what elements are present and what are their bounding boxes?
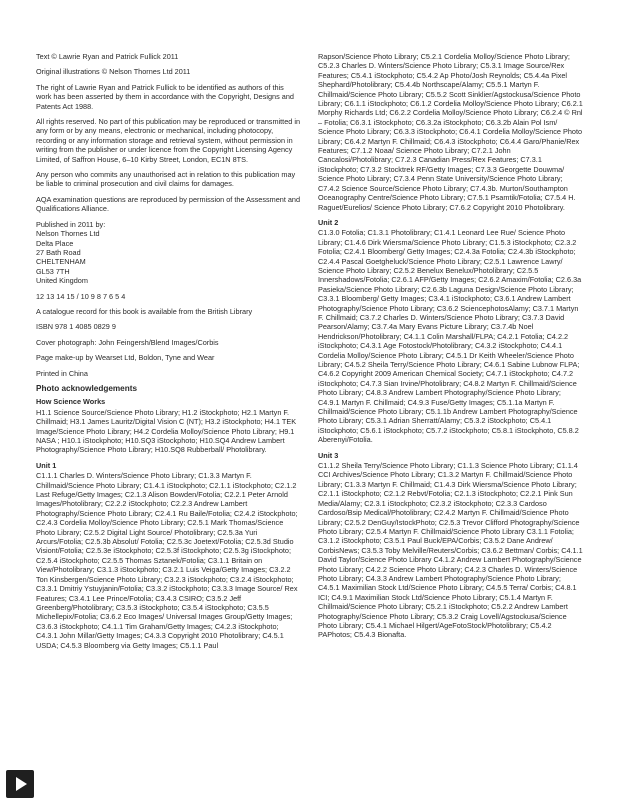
right-column xyxy=(318,52,583,764)
printed-in: Printed in China xyxy=(36,368,88,378)
catalogue-text: A catalogue record for this book is available from the British Library xyxy=(36,306,253,316)
play-button[interactable] xyxy=(6,770,34,798)
moral-rights-text: The right of Lawrie Ryan and Patrick Fullick to be identified as authors of this work has been asserted by them in accordance with the Copyright, Designs and Patents Act 1988. xyxy=(36,82,294,111)
unauthorised-text: Any person who commits any unauthorised act in relation to this publication may be liable to criminal prosecution and civil claims for damages. xyxy=(36,170,296,189)
makeup-credit: Page make-up by Wearset Ltd, Boldon, Tyne and Wear xyxy=(36,353,215,363)
unit3-heading: Unit 3 xyxy=(318,450,339,460)
unit2-credits: C1.3.0 Fotolia; C1.3.1 Photolibrary; C1.4.1 Leonard Lee Rue/ Science Photo Library; C1.4.6 Dirk Wiersma/Science Photo Library; C1.5.3 iStockphoto; C2.3.2 Fotolia; C2.4.1 Bloomberg/ Getty Images; C2.4.3a Fotolia; C2.4.3b iStockphoto; C2.4.4 Pascal Goetgheluck/Science Photo Library; C2.5.1 Lawrence Lawry/ Science Photo Library; C2.5.2 Benelux Benelux/Photolibrary; C2.5.5 Innershadows/Fotolia; C2.6.1 AFP/Getty Images; C2.6.2 Amaxim/Fotolia; C2.6.3a Pasieka/Science Photo Library; C2.6.3b Laguna Design/Science Photo Library; C3.3.1 Bloomberg/ Getty Images; C3.4.1 iStockphoto; C3.6.1 Andrew Lambert Photography/Science Photo Library; C3.6.2 SciencephotosAlamy; C3.7.1 Martyn F. Chillmaid; C3.7.2 Charles D. Winters/Science Photo Library; C3.7.3 David Pearson/Alamy; C3.7.4a Mary Evans Picture Library; C3.7.4b Noel Hendrickson/Photolibrary; C4.1.1 Colin Marshall/FLPA; C4.2.1 Fotolia; C4.2.2 iStockphoto; C4.3.1 Age Fotostock/Photolibrary; C4.3.2 iStockphoto; C4.4.1 Cordelia Molloy/Science Photo Library; C4.5.1 Dr Keith Wheeler/Science Photo Library; C4.5.2 Sheila Terry/Science Photo Library; C4.6.1 Sabine Lubnow FLPA; C4.6.2 Copyright 2009 American Chemical Society; C4.7.1 iStockphoto; C4.7.2 iStockphoto; C4.7.3 Sian Irvine/Photolibrary; C4.8.2 Martyn F. Chillmaid/Science Photo Library; C4.8.3 Andrew Lambert Photography/Science Photo Library; C4.9.1 Martyn F. Chillmaid; C4.9.3 Fuse/Getty Images; C5.1.1a Martyn F. Chillmaid/Science Photo Library; C5.1.1b Andrew Lambert Photography/Science Photo Library; C5.3.1 Adrian Sherratt/Alamy; C5.3.2 iStockphoto; C5.4.1 iStockphoto; C5.6.1 iStockphoto; C5.7.2 iStockphoto; C5.8.1 iStockphoto, C5.8.2 Aberenyi/Fotolia. xyxy=(318,228,582,445)
left-column xyxy=(36,52,301,764)
unit1-heading: Unit 1 xyxy=(36,460,57,470)
unit1-credits-continued: Rapson/Science Photo Library; C5.2.1 Cordelia Molloy/Science Photo Library; C5.2.3 Charles D. Winters/Science Photo Library; C5.3.1 Image Source/Rex Features; C5.4.1 iStockphoto; C5.4.2 Ap Photo/Josh Reynolds; C5.4.4a Pixel Shephard/Photolibrary; C5.4.4b Northscape/Alamy; C5.5.1 Martyn F. Chillmaid/Science Photo Library; C5.5.2 Scott Sinklier/Agstockusa/Science Photo Library; C6.1.1 iStockphoto; C6.1.2 Cordelia Molloy/Science Photo Library; C6.2.1 Morphy Richards Ltd; C6.2.2 Cordelia Molloy/Science Photo Library; C6.2.4 © Rnl – Fotolia; C6.3.1 iStockphoto; C6.3.2a iStockphoto; C6.3.2b Alain Pol Ism/ Science Photo Library; C6.3.3 iStockphoto; C6.4.1 Cordelia Molloy/Science Photo Library; C6.4.2 Martyn F. Chillmaid; C6.4.3 iStockphoto; C6.4.4 Garo/Phanie/Rex Features; C7.1.2 Noaa/ Science Photo Library; C7.2.1 John Cancalosi/Photolibrary; C7.2.3 Canadian Press/Rex Features; C7.3.1 iStockphoto; C7.3.2 Stocktrek RF/Getty Images; C7.3.3 Georgette Douwma/ Science Photo Library; C7.3.4 Penn State University/Science Photo Library; C7.4.2 Science Source/Science Photo Library; C7.4.3b. Murton/Southampton Oceanography Centre/Science Photo Library; C7.5.1 Psamtik/Fotolia; C7.5.4 H. Raguet/Eurelios/ Science Photo Library; C7.6.2 Copyright 2010 Photolibrary. xyxy=(318,52,583,212)
cover-credit: Cover photograph: John Feingersh/Blend Images/Corbis xyxy=(36,337,219,347)
rights-reserved-text: All rights reserved. No part of this publication may be reproduced or transmitted in any form or by any means, electronic or mechanical, including photocopy, recording or any information storage and retrieval system, without permission in writing from the publisher or under licence from the Copyright Licensing Agency Limited, of Saffron House, 6–10 Kirby Street, London, EC1N 8TS. xyxy=(36,117,301,164)
unit2-heading: Unit 2 xyxy=(318,217,339,227)
aqa-text: AQA examination questions are reproduced by permission of the Assessment and Qualifications Alliance. xyxy=(36,194,301,214)
hsw-credits: H1.1 Science Source/Science Photo Library; H1.2 iStockphoto; H2.1 Martyn F. Chillmaid; H3.1 James Lauritz/Digital Vision C (NT); H3.2 iStockphoto; H4.1 TEK Image/Science Photo Library; H4.2 Cordelia Molloy/Science Photo Library; H9.1 NASA ; H10.1 iStockphoto; H10.SQ3 iStockphoto; H10.SQ4 Andrew Lambert Photography/Science Photo Library; H10.SQ8 Rubberball/ Photolibrary. xyxy=(36,407,297,455)
play-icon xyxy=(16,777,27,791)
unit1-credits: C1.1.1 Charles D. Winters/Science Photo Library; C1.3.3 Martyn F. Chillmaid/Science Photo Library; C1.4.1 iStockphoto; C2.1.1 iStockphoto; C2.1.2 Last Refuge/Getty Images; C2.1.3 Alison Bowden/Fotolia; C2.2.1 Peter Arnold Images/Photolibrary; C2.2.2 iStockphoto; C2.2.3 Andrew Lambert Photography/Science Photo Library; C2.4.1 Ru Baile/Fotolia; C2.4.2 iStockphoto; C2.4.3 Cordelia Molloy/Science Photo Library; C2.5.1 Mark Thomas/Science Photo Library; C2.5.2 Digital Light Source/ Photolibrary; C2.5.3a Yuri Arcurs/Fotolia; C2.5.3b Absolut/ Fotolia; C2.5.3c Joetext/Fotolia; C2.5.3d Studio Visiont/Fotolia; C2.5.3e iStockphoto; C2.5.3f iStockphoto; C2.5.3g iStockphoto; C2.5.4 iStockphoto; C2.5.5 Thomas Sztanek/Fotolia; C3.1.1 Britain on View/Photolibrary; C3.1.3 iStockphoto; C3.2.1 Luis Veiga/Getty Images; C3.2.2 Ton Kinsbergen/Science Photo Library; C3.2.3 iStockphoto; C3.2.4 iStockphoto; C3.3.1 Dmitriy Ystuyjanin/Fotolia; C3.3.2 iStockphoto; C3.3.3 Image Source/ Rex Features; C3.4.1 Lee Prince/Fotolia; C3.4.3 CSIRO; C3.5.2 Jeff Greenberg/Photolibrary; C3.5.3 iStockphoto; C3.5.4 iStockphoto; C3.5.5 Michellepix/Fotolia; C3.6.2 Eco Images/ Universal Images Group/Getty Images; C3.6.3 iStockphoto; C4.1.1 Tim Graham/Getty Images; C4.2.3 iStockphoto; C4.3.1 John Millar/Getty Images; C4.3.3 Copyright 2010 Photolibrary; C4.5.1 USDA; C4.5.3 Bloomberg via Getty Images; C5.1.1 Paul xyxy=(36,471,298,650)
isbn-text: ISBN 978 1 4085 0829 9 xyxy=(36,322,116,332)
unit3-credits: C1.1.2 Sheila Terry/Science Photo Library; C1.1.3 Science Photo Library; C1.1.4 CCI Archives/Science Photo Library; C1.3.2 Martyn F. Chillmaid/Science Photo Library; C1.3.3 Martyn F. Chillmaid; C1.4.3 Dirk Wiersma/Science Photo Library; C2.1.1 iStockphoto; C2.1.2 Rebvt/Fotolia; C2.1.3 iStockphoto; C2.2.1 Pink Sun Media/Alamy; C2.3.1 iStockphoto; C2.3.2 iStockphoto; C2.3.3 Cardoso Cardoso/Bsip Medical/Photolibrary; C2.4.2 Martyn F. Chillmaid/Science Photo Library; C2.5.2 DenGuy/IstockPhoto; C2.5.3 Trevor Clifford Photography/Science Photo Library; C2.5.4 Martyn F. Chillmaid/Science Photo Library C3.1.1 Fotolia; C3.1.2 iStockphoto; C3.5.1 Paul Buck/EPA/Corbis; C3.5.2 Dane Andrew/ CorbisNews; C3.5.3 Toby Melville/Reuters/Corbis; C3.6.2 Bettman/ Corbis; C4.1.1 David Taylor/Science Photo Library C4.1.2 Andrew Lambert Photography/Science Photo Library; C4.2.2 Science Photo Library; C4.2.3 Charles D. Winters/Science Photo Library; C4.3.3 Andrew Lambert Photography/Science Photo Library; C4.5.1 Maximilian Stock Ltd/Science Photo Library; C4.5.5 Terra/ Corbis; C4.8.1 ICI; C4.9.1 Maximilian Stock Ltd/Science Photo Library; C5.1.4 Martyn F. Chillmaid/Science Photo Library; C5.2.1 iStockphoto; C5.2.2 Andrew Lambert Photography/Science Photo Library; C5.3.2 Craig Lovell/Agstockusa/Science Photo Library; C5.4.1 Michael Hilgert/AgeFotoStock/Photolibrary; C5.4.2 PAPhotos; C5.4.3 Bionafta. xyxy=(318,461,583,640)
hsw-heading: How Science Works xyxy=(36,397,106,407)
print-line: 12 13 14 15 / 10 9 8 7 6 5 4 xyxy=(36,291,126,301)
photo-ack-heading: Photo acknowledgements xyxy=(36,383,137,393)
copyright-text: Text © Lawrie Ryan and Patrick Fullick 2011 xyxy=(36,52,179,61)
publisher-address: Published in 2011 by: Nelson Thornes Ltd Delta Place 27 Bath Road CHELTENHAM GL53 7TH United Kingdom xyxy=(36,219,106,286)
illustrations-text: Original illustrations © Nelson Thornes Ltd 2011 xyxy=(36,67,191,77)
